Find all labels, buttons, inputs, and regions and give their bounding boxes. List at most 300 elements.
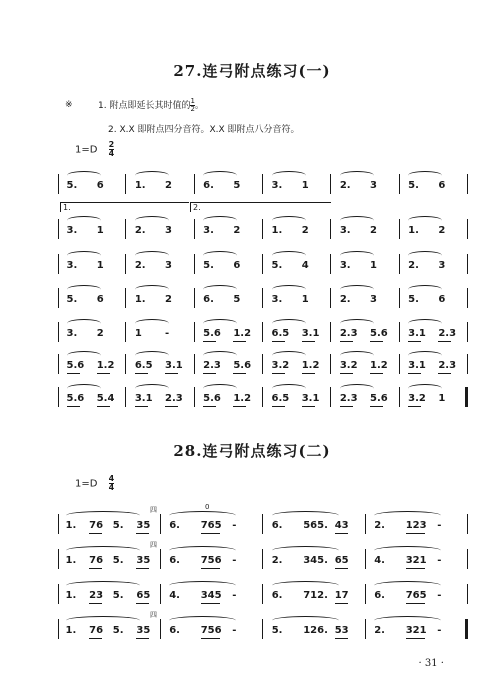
slur-arc [340,384,374,393]
slur-arc [66,581,141,590]
measure [161,545,264,573]
note-group: 4. [374,555,385,566]
note-group: 1 [438,393,446,404]
score-row [58,580,468,608]
underline-beam [89,533,102,534]
underline-beam [203,341,216,342]
note-group: - [232,555,237,566]
volta-1: 1. [60,202,189,212]
note-group: 765 [405,590,427,601]
slur-arc [408,351,442,360]
note-group: 3.2 [271,360,290,371]
underline-beam [201,568,221,569]
slur-arc [67,216,101,225]
measure [58,215,126,243]
note-group: 43 [334,520,349,531]
note-group: 2.3 [438,360,457,371]
note-group: 2. [134,225,146,236]
note-group: 1 [96,260,104,271]
note-item1-text: 1. 附点即延长其时值的 [98,101,191,111]
underline-beam [335,533,348,534]
slur-arc [272,384,306,393]
underline-beam [203,406,216,407]
slur-arc [203,384,237,393]
note-group: 5.6 [233,360,252,371]
slur-arc [67,384,101,393]
measure [400,215,468,243]
note-group: 5. [112,590,124,601]
score-row [58,510,468,538]
measure [58,580,161,608]
slur-arc [67,351,101,360]
note-group: 2.3 [339,393,358,404]
underline-beam [89,568,102,569]
note-group: 1. [65,590,77,601]
note-group: 5.6 [203,393,221,404]
note-group: 3. [339,260,351,271]
section2-key-signature [75,475,114,492]
note-group: 6. [169,625,180,636]
note-group: 6. [374,590,385,601]
underline-beam [233,373,246,374]
note-group: 3. [66,328,78,339]
note-group: - [437,590,442,601]
measure [263,580,366,608]
note-group: 6.5 [134,360,153,371]
note-group: 76 [89,520,104,531]
barline [467,254,468,274]
underline-beam [272,406,285,407]
underline-beam [335,568,348,569]
measure [126,170,194,198]
score-row [58,284,468,312]
measure [126,284,194,312]
note-group: 3.1 [134,393,153,404]
note-group: 3. [339,225,351,236]
key-label-2: 1=D [75,478,98,490]
underline-beam [302,341,315,342]
slur-arc [408,171,442,180]
note-group: 5.6 [203,328,221,339]
note-group: 1.2 [370,360,388,371]
underline-beam [272,373,285,374]
note-item1-end: 。 [194,101,204,111]
key-label: 1=D [75,144,98,156]
note-group: 1 [301,294,309,305]
slur-arc [67,285,101,294]
note-group: 5. [112,555,124,566]
note-group: 126. [303,625,328,636]
final-barline [465,619,468,639]
note-group: 1.2 [233,328,252,339]
measure [195,170,263,198]
slur-arc [169,616,236,625]
measure [263,510,366,538]
page-number: · 31 · [418,658,444,669]
slur-arc [272,216,306,225]
note-group: 35 [136,625,151,636]
slur-arc [340,171,374,180]
note-group: 5.6 [66,360,85,371]
score-row [58,545,468,573]
slur-arc [169,581,236,590]
measure [161,615,264,643]
note-group: 1. [65,555,77,566]
measure [331,318,399,346]
measure [58,350,126,378]
underline-beam [438,341,451,342]
slur-arc [67,171,101,180]
slur-arc [169,511,236,520]
measure [195,250,263,278]
measure [400,318,468,346]
slur-arc [203,351,237,360]
note-group: - [232,590,237,601]
slur-arc [272,616,339,625]
note-group: 5. [408,294,419,305]
measure [58,170,126,198]
note-group: 712. [303,590,328,601]
note-group: 6. [271,520,283,531]
measure [195,215,263,243]
underline-beam [135,373,148,374]
note-group: 4. [169,590,180,601]
note-group: 765 [200,520,222,531]
note-group: 2. [134,260,146,271]
score-row [58,318,468,346]
time-signature [109,141,115,158]
note-group: 2 [233,225,241,236]
note-group: 1 [96,225,104,236]
measure [263,545,366,573]
note-group: 1 [301,180,309,191]
underline-beam [370,341,383,342]
measure [366,580,469,608]
note-group: 76 [89,555,104,566]
note-group: 3 [438,260,446,271]
measure [195,383,263,411]
note-group: 6 [233,260,241,271]
slur-arc [135,251,169,260]
slur-arc [135,319,169,328]
note-group: 3 [165,225,172,236]
measure [58,383,126,411]
slur-arc [374,616,441,625]
underline-beam [406,603,426,604]
slur-arc [135,171,169,180]
measure [263,350,331,378]
note-group: 756 [200,555,222,566]
underline-beam [233,341,246,342]
slur-arc [66,546,141,555]
note-group: 2. [339,180,351,191]
score-row [58,615,468,643]
slur-arc [272,546,339,555]
barline [467,288,468,308]
underline-beam [408,373,421,374]
underline-beam [136,638,149,639]
slur-arc [408,251,442,260]
slur-arc [203,171,237,180]
note-group: 5. [271,625,283,636]
underline-beam [302,406,315,407]
note-group: 3.2 [408,393,426,404]
measure [58,318,126,346]
note-group: 2 [301,225,309,236]
note-group: 2 [165,180,172,191]
slur-arc [340,319,374,328]
note-group: 1. [65,625,77,636]
underline-beam [340,373,353,374]
note-group: 6. [203,294,214,305]
note-group: 2. [374,520,385,531]
score-row [58,170,468,198]
slur-arc [169,546,236,555]
note-group: 2.3 [339,328,358,339]
measure [126,350,194,378]
section1-title: 27.连弓附点练习(一) [173,62,331,80]
slur-arc [66,511,141,520]
note-group: 3.1 [301,328,320,339]
note-group: 5 [233,180,241,191]
underline-beam [201,638,221,639]
slur-arc [67,251,101,260]
note-group: 2.3 [203,360,221,371]
time-top: 2 [108,140,115,149]
underline-beam [67,373,80,374]
measure [366,545,469,573]
note-group: 2.3 [165,393,183,404]
measure [58,615,161,643]
note-group: 65 [136,590,151,601]
note-group: 3.1 [408,328,426,339]
note-group: 6 [96,180,104,191]
underline-beam [89,638,102,639]
underline-beam [335,603,348,604]
section1-key-signature [75,141,114,158]
measure [263,215,331,243]
measure [400,250,468,278]
slur-arc [272,351,306,360]
note-group: 6.5 [271,328,290,339]
note-group: 1.2 [301,360,320,371]
note-group: 3. [203,225,214,236]
time-top-2: 4 [108,474,115,483]
time-bottom-2: 4 [108,483,115,492]
note-group: 345. [303,555,328,566]
measure [195,350,263,378]
slur-arc [374,511,441,520]
slur-arc [374,581,441,590]
note-group: 5. [203,260,214,271]
note-group: 17 [334,590,349,601]
note-group: 1. [271,225,283,236]
note-group: 5. [112,520,124,531]
slur-arc [340,216,374,225]
slur-arc [340,351,374,360]
measure [58,510,161,538]
note-group: 3 [370,180,377,191]
note-group: 1. [134,294,146,305]
slur-arc [340,251,374,260]
measure [58,284,126,312]
underline-beam [203,373,216,374]
measure [58,545,161,573]
measure [400,170,468,198]
slur-arc [408,285,442,294]
score-row [58,250,468,278]
note-group: 5.6 [66,393,85,404]
underline-beam [340,406,353,407]
note-group: 6 [438,180,446,191]
note-group: 4 [301,260,309,271]
note-group: 6. [169,555,180,566]
underline-beam [370,406,383,407]
measure [366,510,469,538]
note-group: 6.5 [271,393,290,404]
note-group: 1. [408,225,419,236]
underline-beam [406,638,426,639]
note-group: 1. [65,520,77,531]
underline-beam [89,603,102,604]
underline-beam [272,341,285,342]
note-group: 123 [405,520,427,531]
note-group: 2. [271,555,283,566]
measure [400,383,468,411]
note-group: 2.3 [438,328,457,339]
note-group: 2 [96,328,104,339]
measure [400,350,468,378]
note-group: 2. [339,294,351,305]
note-group: - [437,520,442,531]
measure [331,350,399,378]
barline [467,174,468,194]
underline-beam [408,406,421,407]
score-row [58,350,468,378]
measure [263,318,331,346]
note-group: 5.6 [370,393,388,404]
note-group: 756 [200,625,222,636]
note-group: 5.6 [370,328,388,339]
note-group: 2. [374,625,385,636]
underline-beam [302,373,315,374]
note-group: 3.1 [165,360,183,371]
note-group: 5. [408,180,419,191]
measure [400,284,468,312]
note-group: - [165,328,170,339]
note-group: 3.1 [301,393,320,404]
barline [467,549,468,569]
note-group: - [232,625,237,636]
measure [161,580,264,608]
underline-beam [370,373,383,374]
slur-arc [203,216,237,225]
measure [126,318,194,346]
measure [263,170,331,198]
slur-arc [67,319,101,328]
note-group: 6. [203,180,214,191]
underline-beam [67,406,80,407]
note-group: 321 [405,555,427,566]
slur-arc [135,351,169,360]
note-group: 3 [370,294,377,305]
note-group: 1.2 [233,393,252,404]
note-group: 53 [334,625,349,636]
underline-beam [165,373,178,374]
note-group: 35 [136,520,151,531]
note-group: 23 [89,590,104,601]
note-group: 3. [271,180,283,191]
slur-arc [374,546,441,555]
measure [331,284,399,312]
measure [126,250,194,278]
measure [331,250,399,278]
note-group: 6. [169,520,180,531]
note-group: 5.4 [96,393,115,404]
note-group: 3 [165,260,172,271]
underline-beam [408,341,421,342]
fingering-four: 四 [150,541,157,549]
note-item2: 2. X.X 即附点四分音符。X.X 即附点八分音符。 [108,125,300,135]
slur-arc [272,171,306,180]
measure [263,615,366,643]
slur-arc [408,319,442,328]
note-group: 345 [200,590,222,601]
underline-beam [233,406,246,407]
note-group: 321 [405,625,427,636]
slur-arc [272,319,306,328]
fingering-four: 四 [150,506,157,514]
note-group: 2 [438,225,446,236]
slur-arc [203,251,237,260]
measure [263,383,331,411]
note-group: 565. [303,520,328,531]
note-group: 5 [233,294,241,305]
note-group: 5. [112,625,124,636]
volta-2: 2. [190,202,331,212]
measure [331,383,399,411]
measure [263,284,331,312]
final-barline [465,387,468,407]
note-group: 6 [438,294,446,305]
slur-arc [135,216,169,225]
barline [467,354,468,374]
measure [263,250,331,278]
underline-beam [135,406,148,407]
note-item1 [98,98,204,113]
note-group: 65 [334,555,349,566]
underline-beam [97,373,110,374]
barline [467,322,468,342]
note-group: 35 [136,555,151,566]
measure [126,383,194,411]
note-group: 3. [66,260,78,271]
score-row [58,215,468,243]
fingering-zero: 0 [205,503,210,511]
underline-beam [201,603,221,604]
note-group: 1.2 [96,360,115,371]
fingering-four: 四 [150,611,157,619]
underline-beam [136,603,149,604]
note-group: 1 [370,260,377,271]
note-group: 3. [271,294,283,305]
slur-arc [272,285,306,294]
slur-arc [203,319,237,328]
underline-beam [165,406,178,407]
slur-arc [272,251,306,260]
note-group: - [437,625,442,636]
section2-title: 28.连弓附点练习(二) [173,442,331,460]
